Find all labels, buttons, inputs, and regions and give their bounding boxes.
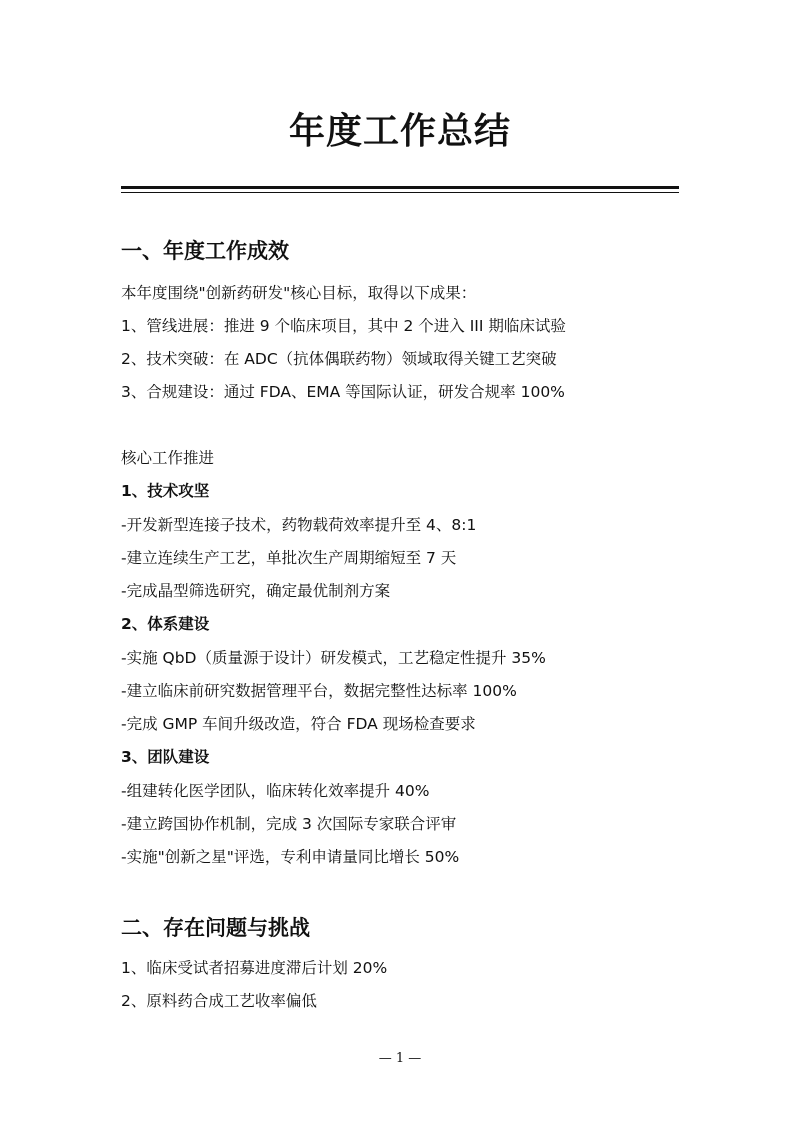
problem-item: 2、原料药合成工艺收率偏低 — [121, 992, 317, 1010]
section-heading: 一、年度工作成效 — [121, 239, 289, 263]
core-work-label: 核心工作推进 — [121, 449, 215, 467]
section-heading: 二、存在问题与挑战 — [121, 916, 310, 940]
subsection-heading: 1、技术攻坚 — [121, 482, 210, 500]
achievement-item: 3、合规建设：通过 FDA、EMA 等国际认证，研发合规率 100% — [121, 383, 565, 401]
list-item: -建立跨国协作机制，完成 3 次国际专家联合评审 — [121, 815, 457, 833]
list-item: -完成晶型筛选研究，确定最优制剂方案 — [121, 582, 391, 600]
achievement-item: 2、技术突破：在 ADC（抗体偶联药物）领域取得关键工艺突破 — [121, 350, 557, 368]
list-item: -实施"创新之星"评选，专利申请量同比增长 50% — [121, 848, 460, 866]
page-number: — 1 — — [378, 1051, 422, 1066]
subsection-heading: 2、体系建设 — [121, 615, 210, 633]
list-item: -完成 GMP 车间升级改造，符合 FDA 现场检查要求 — [121, 715, 476, 733]
list-item: -实施 QbD（质量源于设计）研发模式，工艺稳定性提升 35% — [121, 649, 546, 667]
document-title: 年度工作总结 — [288, 111, 511, 152]
list-item: -组建转化医学团队，临床转化效率提升 40% — [121, 782, 430, 800]
problem-item: 1、临床受试者招募进度滞后计划 20% — [121, 959, 388, 977]
title-rule-thick — [121, 186, 679, 189]
subsection-heading: 3、团队建设 — [121, 748, 210, 766]
list-item: -建立连续生产工艺，单批次生产周期缩短至 7 天 — [121, 549, 457, 567]
title-rule-thin — [121, 192, 679, 193]
list-item: -开发新型连接子技术，药物载荷效率提升至 4、8:1 — [121, 516, 477, 534]
achievement-item: 1、管线进展：推进 9 个临床项目，其中 2 个进入 III 期临床试验 — [121, 317, 566, 335]
list-item: -建立临床前研究数据管理平台，数据完整性达标率 100% — [121, 682, 517, 700]
section-intro: 本年度围绕"创新药研发"核心目标，取得以下成果： — [121, 284, 477, 302]
